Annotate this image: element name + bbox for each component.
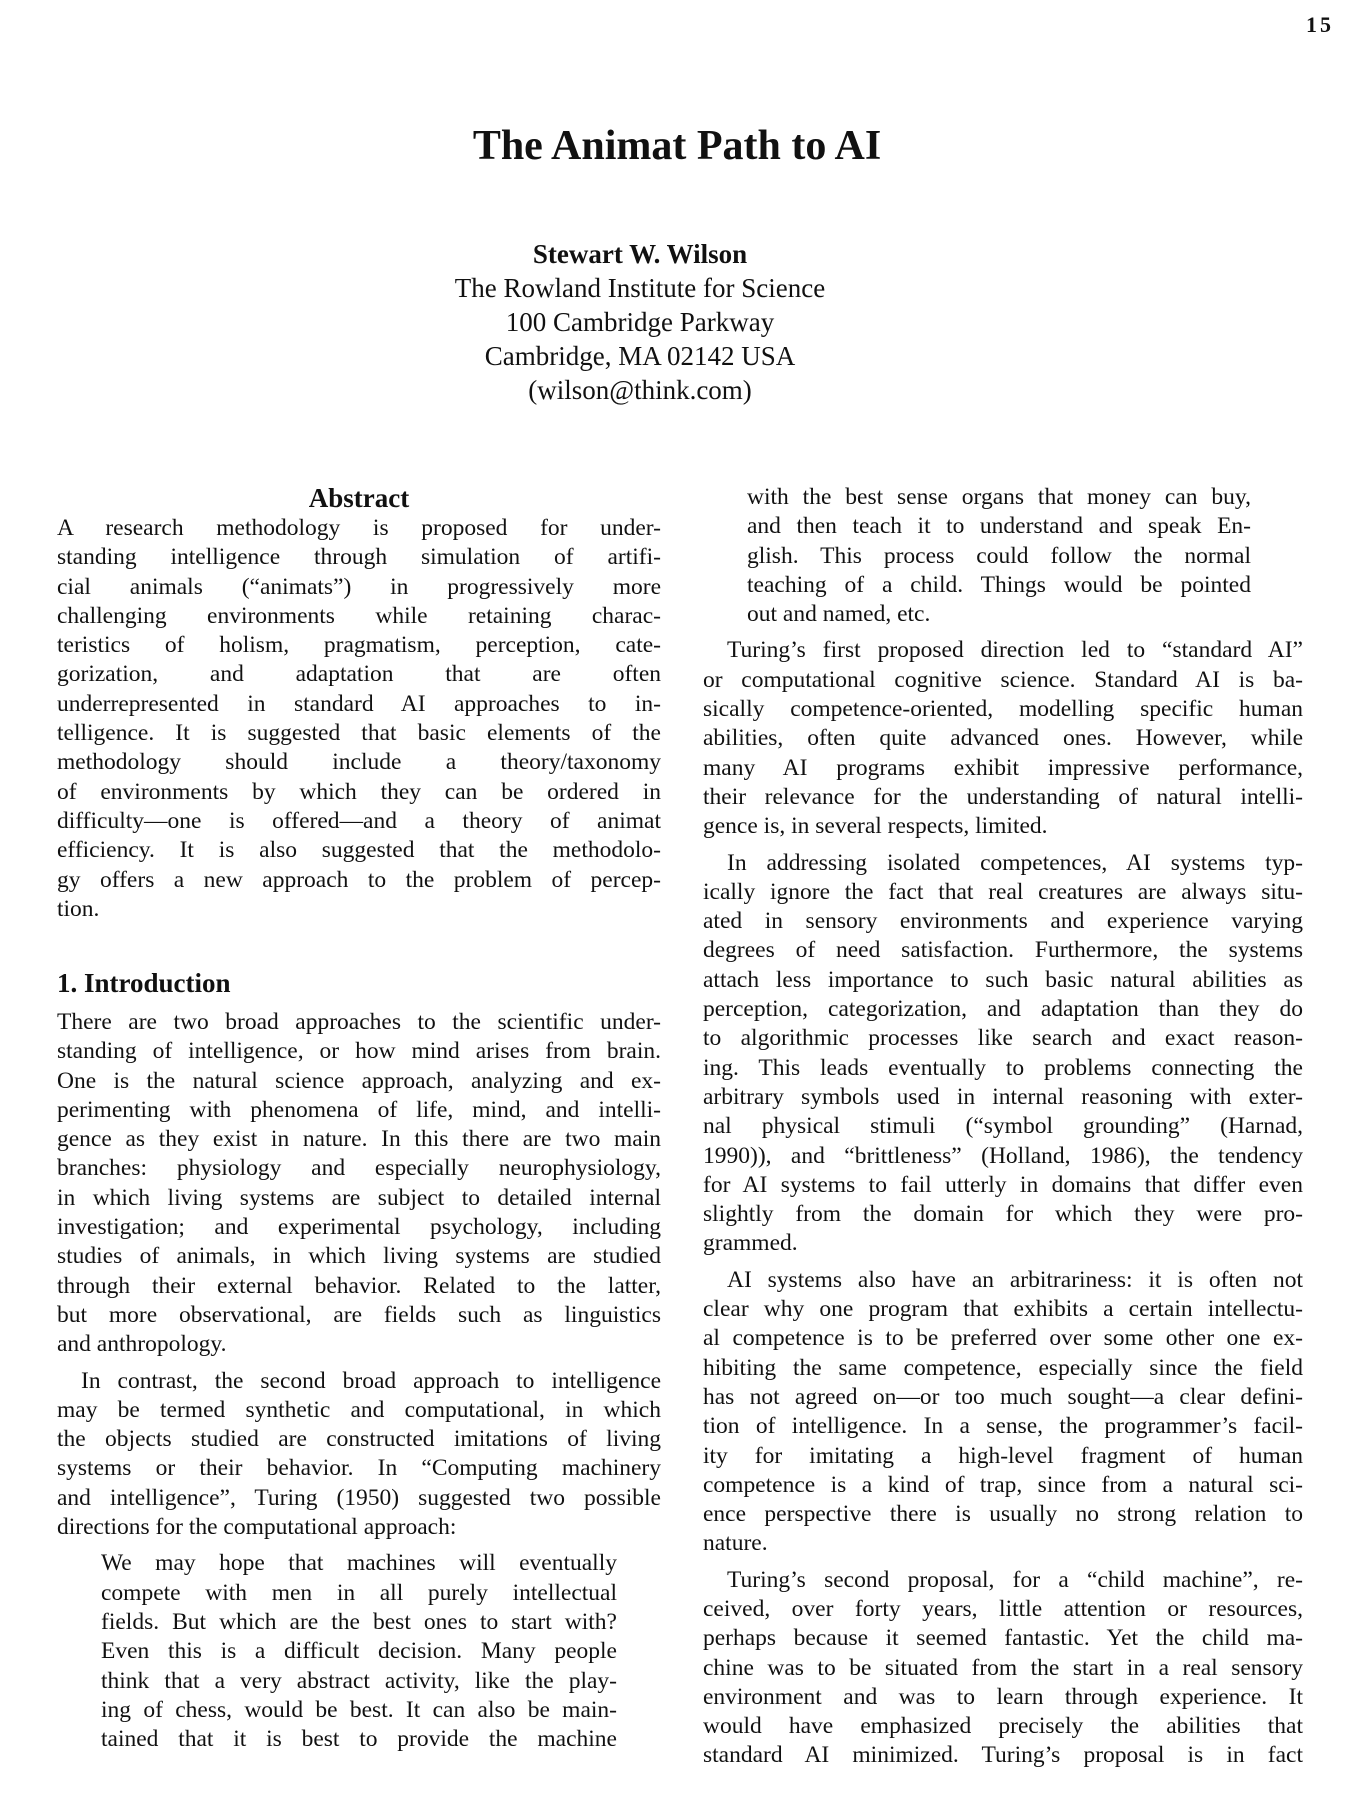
quote-line: fields. But which are the best ones to start with? <box>101 1608 617 1635</box>
text-line: would have emphasized precisely the abilities that <box>703 1713 1303 1740</box>
text-line: many AI programs exhibit impressive performance, <box>703 754 1303 781</box>
quote-line: We may hope that machines will eventually <box>101 1550 617 1577</box>
text-line: 1990)), and “brittleness” (Holland, 1986), the tendency <box>703 1142 1303 1169</box>
text-line: gence as they exist in nature. In this there are two main <box>57 1126 661 1153</box>
text-line: nature. <box>703 1530 768 1557</box>
text-line: attach less importance to such basic natural abilities as <box>703 966 1303 993</box>
abstract-heading: Abstract <box>308 483 410 513</box>
text-line: competence is a kind of trap, since from a natural sci- <box>703 1471 1303 1498</box>
text-line: ing. This leads eventually to problems connecting the <box>703 1054 1303 1081</box>
intro-paragraph-6 <box>703 1566 1303 1771</box>
abstract-line: standing intelligence through simulation of artifi- <box>57 544 661 571</box>
text-line: Turing’s first proposed direction led to “standard AI” <box>727 637 1303 664</box>
section-heading-introduction: 1. Introduction <box>57 968 231 998</box>
text-line: and intelligence”, Turing (1950) suggested two possible <box>57 1484 661 1511</box>
text-line: ence perspective there is usually no strong relation to <box>703 1501 1303 1528</box>
text-line: In contrast, the second broad approach to intelligence <box>81 1367 661 1394</box>
abstract-line: gy offers a new approach to the problem of percep- <box>57 866 661 893</box>
abstract-line: of environments by which they can be ordered in <box>57 778 661 805</box>
abstract-line: teristics of holism, pragmatism, perception, cate- <box>57 632 661 659</box>
quote-line: think that a very abstract activity, like the play- <box>101 1667 617 1694</box>
text-line: investigation; and experimental psychology, including <box>57 1214 661 1241</box>
text-line: perhaps because it seemed fantastic. Yet the child ma- <box>703 1625 1303 1652</box>
intro-paragraph-1 <box>57 1008 661 1360</box>
text-line: in which living systems are subject to detailed internal <box>57 1184 661 1211</box>
abstract-line: telligence. It is suggested that basic elements of the <box>57 720 661 747</box>
quote-line: compete with men in all purely intellectual <box>101 1579 617 1606</box>
text-line: nal physical stimuli (“symbol grounding” (Harnad, <box>703 1113 1303 1140</box>
author-block <box>0 237 1315 407</box>
quote-line: Even this is a difficult decision. Many people <box>101 1638 617 1665</box>
text-line: One is the natural science approach, analyzing and ex- <box>57 1067 661 1094</box>
text-line: has not agreed on—or too much sought—a clear defini- <box>703 1383 1303 1410</box>
abstract-line: underrepresented in standard AI approaches to in- <box>57 690 661 717</box>
text-line: their relevance for the understanding of natural intelli- <box>703 783 1303 810</box>
introduction-section <box>57 966 661 1754</box>
abstract-line: A research methodology is proposed for under- <box>57 515 661 541</box>
intro-paragraph-2 <box>57 1367 661 1543</box>
quote-line: with the best sense organs that money can buy, <box>747 484 1251 510</box>
text-line: tion of intelligence. In a sense, the programmer’s facil- <box>703 1413 1303 1440</box>
text-line: studies of animals, in which living systems are studied <box>57 1243 661 1270</box>
text-line: al competence is to be preferred over some other one ex- <box>703 1325 1303 1352</box>
author-address-line1: 100 Cambridge Parkway <box>505 307 775 337</box>
text-line: standing of intelligence, or how mind arises from brain. <box>57 1038 661 1065</box>
text-line: standard AI minimized. Turing’s proposal is in fact <box>703 1742 1303 1769</box>
author-affiliation: The Rowland Institute for Science <box>454 273 826 303</box>
text-line: ated in sensory environments and experience varying <box>703 908 1303 935</box>
author-address-line2: Cambridge, MA 02142 USA <box>484 341 796 371</box>
abstract-line: cial animals (“animats”) in progressively more <box>57 573 661 600</box>
right-column <box>703 483 1303 1771</box>
text-line: In addressing isolated competences, AI systems typ- <box>727 849 1303 876</box>
abstract-body <box>57 514 661 924</box>
text-line: environment and was to learn through experience. It <box>703 1683 1303 1710</box>
text-line: slightly from the domain for which they were pro- <box>703 1201 1303 1228</box>
text-line: grammed. <box>703 1230 798 1257</box>
quote-line: glish. This process could follow the normal <box>747 542 1251 569</box>
quote-line: teaching of a child. Things would be pointed <box>747 571 1251 598</box>
text-line: or computational cognitive science. Standard AI is ba- <box>703 666 1303 693</box>
turing-quote-part2 <box>703 483 1303 629</box>
text-line: ically ignore the fact that real creatures are always situ- <box>703 878 1303 905</box>
abstract-line: difficulty—one is offered—and a theory of animat <box>57 807 661 834</box>
quote-line: out and named, etc. <box>747 601 931 628</box>
text-line: abilities, often quite advanced ones. However, while <box>703 725 1303 752</box>
abstract-line: methodology should include a theory/taxonomy <box>57 749 661 776</box>
text-line: degrees of need satisfaction. Furthermore, the systems <box>703 937 1303 964</box>
quote-line: ing of chess, would be best. It can also be main- <box>101 1696 617 1723</box>
text-line: ity for imitating a high-level fragment of human <box>703 1442 1303 1469</box>
text-line: hibiting the same competence, especially since the field <box>703 1354 1303 1381</box>
text-line: arbitrary symbols used in internal reasoning with exter- <box>703 1083 1303 1110</box>
left-column <box>57 481 661 924</box>
intro-paragraph-5 <box>703 1266 1303 1559</box>
intro-paragraph-3 <box>703 636 1303 841</box>
page-number: 15 <box>1306 12 1334 37</box>
quote-line: and then teach it to understand and speak En- <box>747 513 1251 540</box>
text-line: perimenting with phenomena of life, mind, and intelli- <box>57 1096 661 1123</box>
text-line: ceived, over forty years, little attention or resources, <box>703 1595 1303 1622</box>
text-line: systems or their behavior. In “Computing machinery <box>57 1455 661 1482</box>
text-line: directions for the computational approach: <box>57 1514 457 1541</box>
quote-line: tained that it is best to provide the machine <box>101 1726 617 1753</box>
text-line: may be termed synthetic and computational, in which <box>57 1396 661 1423</box>
text-line: branches: physiology and especially neurophysiology, <box>57 1155 661 1182</box>
text-line: to algorithmic processes like search and exact reason- <box>703 1025 1303 1052</box>
text-line: There are two broad approaches to the scientific under- <box>57 1009 661 1035</box>
text-line: chine was to be situated from the start in a real sensory <box>703 1654 1303 1681</box>
turing-quote-part1 <box>57 1549 661 1754</box>
text-line: sically competence-oriented, modelling specific human <box>703 696 1303 723</box>
abstract-line: efficiency. It is also suggested that the methodolo- <box>57 837 661 864</box>
text-line: perception, categorization, and adaptation than they do <box>703 996 1303 1023</box>
abstract-line: gorization, and adaptation that are often <box>57 661 661 688</box>
text-line: gence is, in several respects, limited. <box>703 813 1048 840</box>
paper-title: The Animat Path to AI <box>472 123 882 169</box>
text-line: but more observational, are fields such as linguistics <box>57 1301 661 1328</box>
text-line: the objects studied are constructed imitations of living <box>57 1426 661 1453</box>
text-line: AI systems also have an arbitrariness: it is often not <box>727 1266 1303 1293</box>
text-line: clear why one program that exhibits a certain intellectu- <box>703 1296 1303 1323</box>
author-name: Stewart W. Wilson <box>532 239 748 269</box>
text-line: Turing’s second proposal, for a “child machine”, re- <box>727 1566 1303 1593</box>
abstract-line: tion. <box>57 895 100 922</box>
text-line: through their external behavior. Related to the latter, <box>57 1272 661 1299</box>
text-line: for AI systems to fail utterly in domains that differ even <box>703 1171 1303 1198</box>
intro-paragraph-4 <box>703 849 1303 1259</box>
abstract-line: challenging environments while retaining charac- <box>57 602 661 629</box>
author-email: (wilson@think.com) <box>528 375 752 405</box>
text-line: and anthropology. <box>57 1331 227 1358</box>
